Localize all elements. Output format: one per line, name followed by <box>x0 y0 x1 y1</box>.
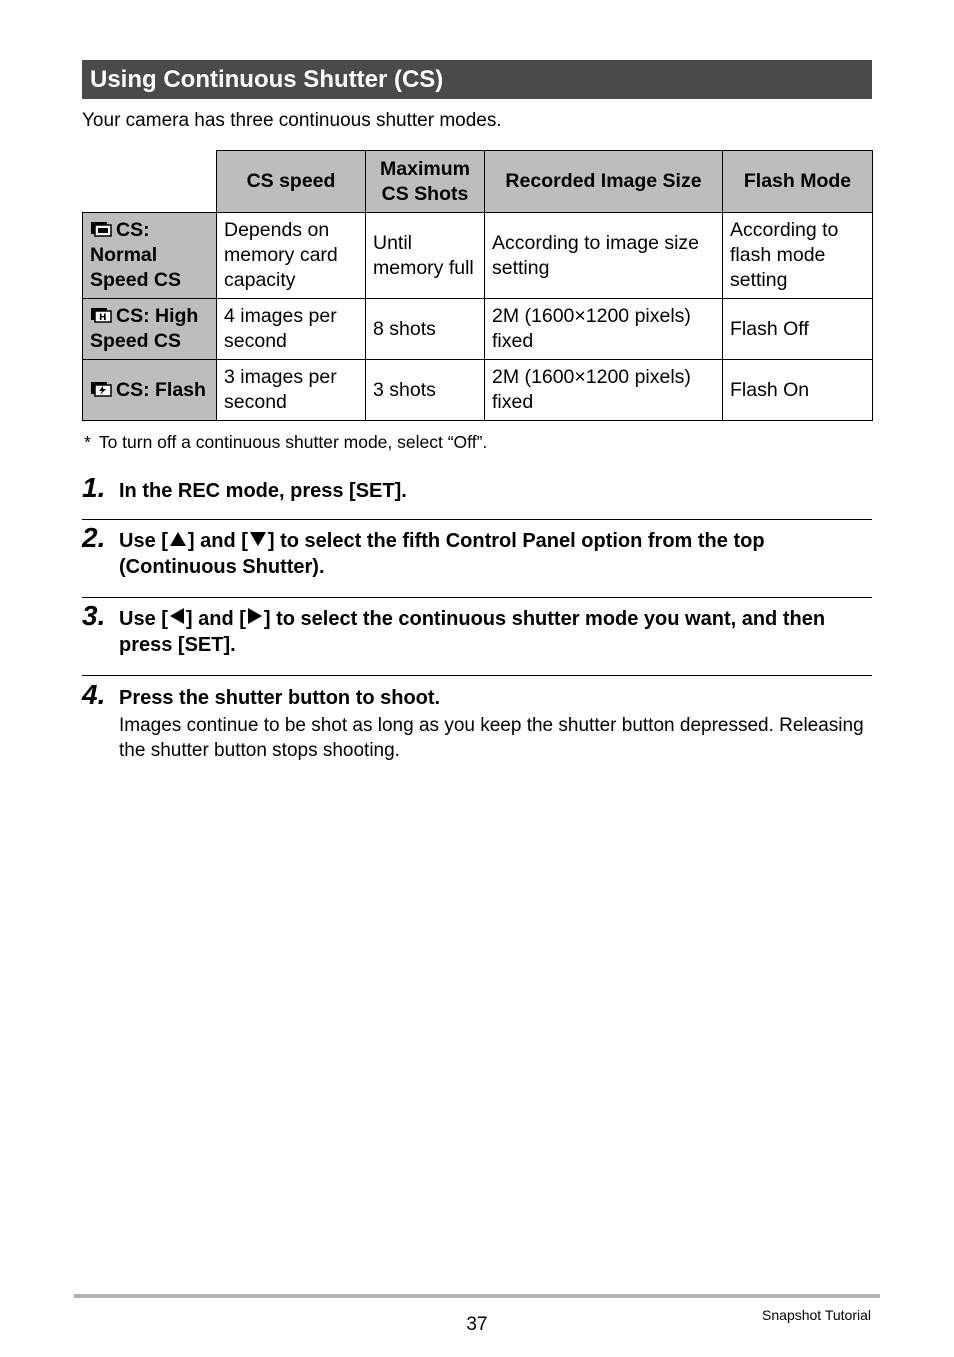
table-header-row <box>83 151 873 213</box>
cs-modes-table <box>82 150 873 421</box>
table-corner-cell <box>83 151 217 213</box>
divider <box>82 519 872 520</box>
step-number: 4. <box>82 679 106 710</box>
row-label-normal <box>83 213 217 299</box>
header-max-shots: Maximum CS Shots <box>366 151 485 213</box>
header-flash-mode: Flash Mode <box>723 151 873 213</box>
step-3 <box>82 600 872 658</box>
step-text: Use [ ] and [ ] to select the fifth Control Panel option from the top (Continuous Shutter). <box>119 530 765 578</box>
cs-high-icon <box>90 307 112 323</box>
step-1 <box>82 472 872 504</box>
step-number: 1. <box>82 472 106 503</box>
divider <box>82 597 872 598</box>
footer-divider <box>74 1294 880 1298</box>
cs-flash-icon <box>90 381 112 397</box>
table-row <box>83 213 873 299</box>
right-arrow-icon <box>248 608 262 624</box>
step-description: Images continue to be shot as long as you keep the shutter button depressed. Releasing the shutter button stops shooting. <box>119 715 864 761</box>
row-label-high <box>83 299 217 360</box>
cell-size: 2M (1600×1200 pixels) fixed <box>485 360 723 421</box>
cell-size: 2M (1600×1200 pixels) fixed <box>485 299 723 360</box>
table-row <box>83 299 873 360</box>
divider <box>82 675 872 676</box>
cs-normal-icon <box>90 221 112 237</box>
cell-speed: 4 images per second <box>217 299 366 360</box>
step-number: 3. <box>82 600 106 631</box>
down-arrow-icon <box>250 532 266 546</box>
step-4 <box>82 679 872 763</box>
step-text: In the REC mode, press [SET]. <box>119 480 407 502</box>
row-label-text: CS: High Speed CS <box>90 305 199 352</box>
step-text: Use [ ] and [ ] to select the continuous shutter mode you want, and then press [SET]. <box>119 608 826 656</box>
step-2 <box>82 522 872 580</box>
row-label-flash <box>83 360 217 421</box>
footnote-text: To turn off a continuous shutter mode, select “Off”. <box>98 432 488 452</box>
footnote-marker: * <box>84 432 91 452</box>
cell-shots: Until memory full <box>366 213 485 299</box>
table-row <box>83 360 873 421</box>
cell-shots: 8 shots <box>366 299 485 360</box>
cell-speed: 3 images per second <box>217 360 366 421</box>
up-arrow-icon <box>170 532 186 546</box>
header-image-size: Recorded Image Size <box>485 151 723 213</box>
intro-text: Your camera has three continuous shutter modes. <box>82 110 502 131</box>
page-number: 37 <box>466 1314 488 1335</box>
step-number: 2. <box>82 522 106 553</box>
header-cs-speed: CS speed <box>217 151 366 213</box>
cell-flash: According to flash mode setting <box>723 213 873 299</box>
step-text: Press the shutter button to shoot. <box>119 687 441 709</box>
row-label-text: CS: Normal Speed CS <box>90 219 182 291</box>
cell-speed: Depends on memory card capacity <box>217 213 366 299</box>
cell-size: According to image size setting <box>485 213 723 299</box>
cell-shots: 3 shots <box>366 360 485 421</box>
cell-flash: Flash On <box>723 360 873 421</box>
svg-text:H: H <box>99 313 107 323</box>
cell-flash: Flash Off <box>723 299 873 360</box>
row-label-text: CS: Flash <box>116 378 206 401</box>
section-heading: Using Continuous Shutter (CS) <box>82 60 872 99</box>
footnote <box>84 432 487 453</box>
section-label: Snapshot Tutorial <box>762 1307 871 1323</box>
left-arrow-icon <box>170 608 184 624</box>
